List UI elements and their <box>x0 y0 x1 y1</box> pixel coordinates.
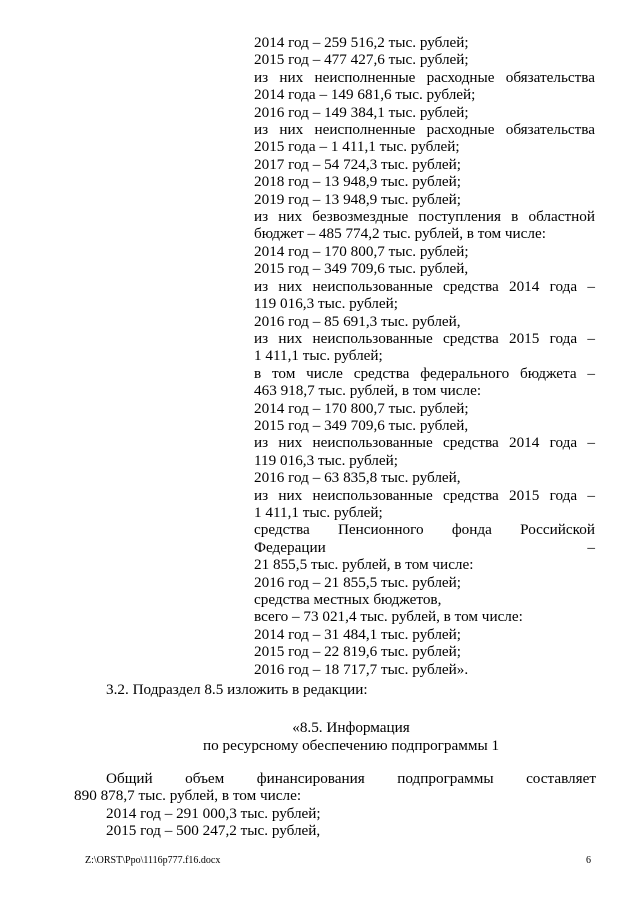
funding-paragraph-second-line: 890 878,7 тыс. рублей, в том числе: <box>74 787 302 805</box>
continuation-line: 119 016,3 тыс. рублей; <box>254 295 398 313</box>
continuation-line: 2015 год – 349 709,6 тыс. рублей, <box>254 416 469 434</box>
section-heading-subtitle: по ресурсному обеспечению подпрограммы 1 <box>202 737 500 754</box>
continuation-line: 2014 год – 259 516,2 тыс. рублей; <box>254 34 469 51</box>
funding-year-line: 2015 год – 500 247,2 тыс. рублей, <box>106 822 321 840</box>
continuation-line: 119 016,3 тыс. рублей; <box>254 451 398 469</box>
continuation-line: из них безвозмездные поступления в областной <box>254 208 595 226</box>
continuation-line: из них неисполненные расходные обязательства <box>254 121 595 139</box>
continuation-line: бюджет – 485 774,2 тыс. рублей, в том числе: <box>254 225 546 243</box>
continuation-line: 2018 год – 13 948,9 тыс. рублей; <box>254 173 462 191</box>
funding-paragraph <box>74 770 596 840</box>
continuation-line: из них неиспользованные средства 2015 года – <box>254 329 595 347</box>
footer-file-path: Z:\ORST\Ppo\1116p777.f16.docx <box>85 855 221 866</box>
section-heading-title: «8.5. Информация <box>292 719 410 736</box>
continuation-line: 2015 года – 1 411,1 тыс. рублей; <box>254 138 460 156</box>
continuation-line: 463 918,7 тыс. рублей, в том числе: <box>254 382 482 400</box>
funding-paragraph-first-line: Общий объем финансирования подпрограммы составляет <box>106 770 596 787</box>
continuation-line: 21 855,5 тыс. рублей, в том числе: <box>254 556 474 574</box>
funding-continuation-list <box>254 34 595 678</box>
amendment-item: 3.2. Подраздел 8.5 изложить в редакции: <box>106 681 368 698</box>
continuation-line: из них неисполненные расходные обязательства <box>254 68 595 86</box>
continuation-line: 2016 год – 63 835,8 тыс. рублей, <box>254 469 461 487</box>
continuation-line: 2015 год – 349 709,6 тыс. рублей, <box>254 260 469 278</box>
continuation-line: 2014 год – 31 484,1 тыс. рублей; <box>254 625 462 643</box>
footer-page-number: 6 <box>586 855 591 866</box>
continuation-line: 2014 года – 149 681,6 тыс. рублей; <box>254 86 476 104</box>
continuation-line: 2016 год – 85 691,3 тыс. рублей, <box>254 312 461 330</box>
continuation-line: 2017 год – 54 724,3 тыс. рублей; <box>254 155 462 173</box>
continuation-line: 2016 год – 149 384,1 тыс. рублей; <box>254 103 469 121</box>
continuation-line: 2015 год – 22 819,6 тыс. рублей; <box>254 643 462 661</box>
continuation-line: 2015 год – 477 427,6 тыс. рублей; <box>254 51 469 69</box>
continuation-line: 2014 год – 170 800,7 тыс. рублей; <box>254 242 469 260</box>
continuation-line: 2019 год – 13 948,9 тыс. рублей; <box>254 190 462 208</box>
funding-year-line: 2014 год – 291 000,3 тыс. рублей; <box>106 804 321 822</box>
continuation-line: из них неиспользованные средства 2014 года – <box>254 277 595 295</box>
continuation-line: всего – 73 021,4 тыс. рублей, в том числе: <box>254 608 523 626</box>
continuation-line: средства Пенсионного фонда Российской Федерации – <box>254 521 595 556</box>
continuation-line: 2014 год – 170 800,7 тыс. рублей; <box>254 399 469 417</box>
continuation-line: средства местных бюджетов, <box>254 591 442 608</box>
continuation-line: 2016 год – 18 717,7 тыс. рублей». <box>254 660 469 678</box>
continuation-line: из них неиспользованные средства 2015 года – <box>254 486 595 504</box>
continuation-line: 1 411,1 тыс. рублей; <box>254 347 383 365</box>
continuation-line: 1 411,1 тыс. рублей; <box>254 503 383 521</box>
funding-year-lines <box>106 805 596 840</box>
continuation-line: в том числе средства федерального бюджета – <box>254 364 595 382</box>
continuation-line: 2016 год – 21 855,5 тыс. рублей; <box>254 573 462 591</box>
continuation-line: из них неиспользованные средства 2014 года – <box>254 434 595 452</box>
